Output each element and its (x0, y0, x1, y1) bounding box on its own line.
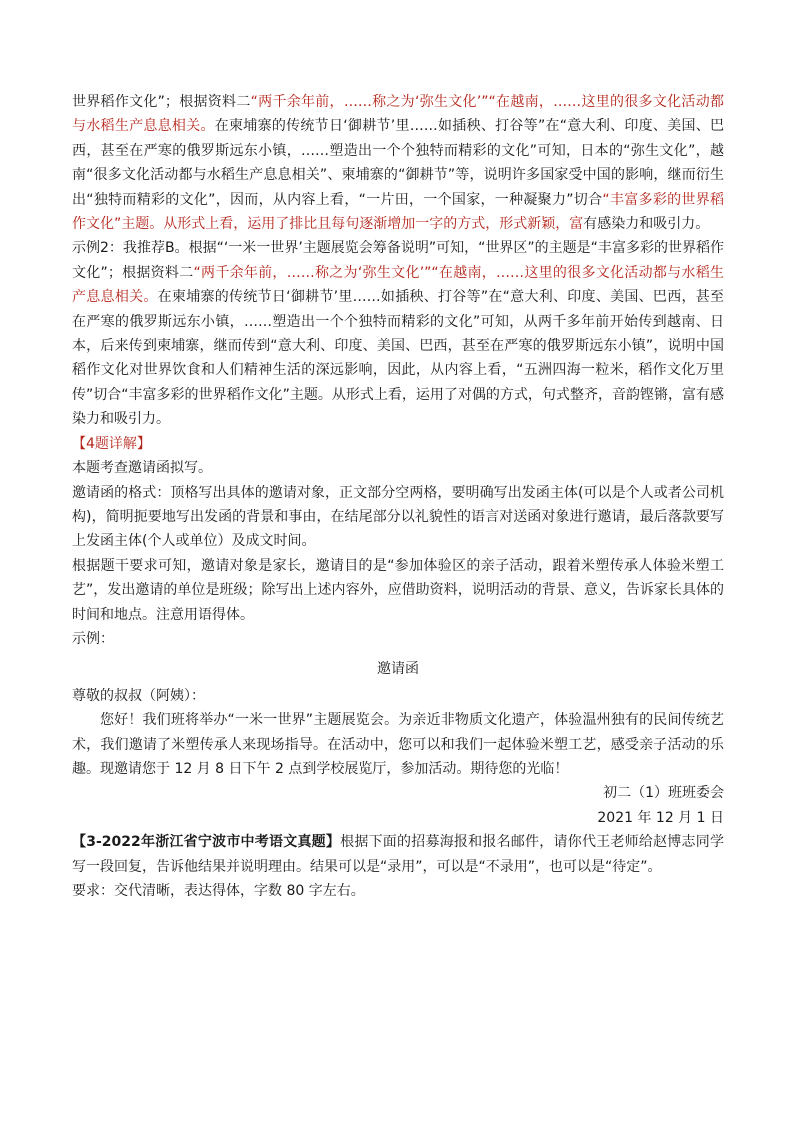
example-label: 示例： (72, 630, 114, 647)
example-2-quote-red: “两千余年前，……称之为‘弥生文化’”“在越南，……这里的很多文化活动都与水稻生产息息相关。 (72, 264, 724, 306)
invitation-salutation: 尊敬的叔叔（阿姨）： (72, 687, 205, 704)
invitation-title: 邀请函 (377, 661, 419, 678)
example-2-lead-text: 示例2：我推荐B。根据“‘一米一世界’主题展览会筹备说明”可知，“世界区”的主题是“丰富多彩的世界稻作文化”；根据资料二 (72, 240, 724, 281)
invitation-body: 您好！我们班将举办“一米一世界”主题展览会。为亲近非物质文化遗产，体验温州独有的民间传统艺术，我们邀请了米塑传承人来现场指导。在活动中，您可以和我们一起体验米塑工艺，感受亲子活动的乐趣。现邀请您于 12 月 8 日下午 2 点到学校展览厅，参加活动。期待您的光临！ (72, 712, 724, 777)
invitation-date: 2021 年 12 月 1 日 (597, 809, 724, 826)
question-3-text: 根据下面的招募海报和报名邮件，请你代王老师给赵博志同学写一段回复，告诉他结果并说明理由。结果可以是“录用”，可以是“不录用”，也可以是“待定”。 (72, 834, 724, 875)
answer-example-1-tail (72, 90, 724, 236)
invitation-format-explanation: 邀请函的格式：顶格写出具体的邀请对象，正文部分空两格，要明确写出发函主体(可以是个人或者公司机构)，简明扼要地写出发函的背景和事由，在结尾部分以礼貌性的语言对送函对象进行邀请，最后落款要写上发函主体(个人或单位）及成文时间。 (72, 484, 724, 550)
document-body (72, 90, 724, 903)
example-1-quote-red: “两千余年前，……称之为‘弥生文化’”“在越南，……这里的很多文化活动都与水稻生产息息相关。 (72, 94, 724, 135)
example-1-lead-text: 世界稻作文化”；根据资料二 (72, 94, 251, 110)
example-1-ending-text: 有感染力和吸引力。 (583, 216, 710, 233)
question-3-prompt (72, 830, 724, 879)
question-4-topic: 本题考查邀请函拟写。 (72, 460, 212, 477)
question-4-heading: 【4题详解】 (72, 435, 151, 452)
question-3-source: 【3-2022年浙江省宁波市中考语文真题】 (72, 834, 341, 851)
question-3-requirement: 要求：交代清晰，表达得体，字数 80 字左右。 (72, 883, 365, 899)
example-1-theme-red: “丰富多彩的世界稻作文化”主题。从形式上看，运用了排比且每句逐渐增加一字的方式，形式新颖，富 (72, 191, 724, 233)
example-1-analysis-text: 在柬埔寨的传统节日‘御耕节’里……如插秧、打谷等”在“意大利、印度、美国、巴西，甚至在严寒的俄罗斯远东小镇，……塑造出一个个独特而精彩的文化”可知，日本的“弥生文化”，越南“很多文化活动都与水稻生产息息相关”、柬埔寨的“御耕节”等，说明许多国家受中国的影响，继而衍生出“独特而精彩的文化”，因而，从内容上看，“一片田，一个国家，一种凝聚力”切合 (72, 118, 725, 208)
invitation-signature: 初二（1）班班委会 (603, 785, 724, 802)
answer-example-2 (72, 236, 724, 431)
example-2-analysis-text: 在柬埔寨的传统节日‘御耕节’里……如插秧、打谷等”在“意大利、印度、美国、巴西，甚至在严寒的俄罗斯远东小镇，……塑造出一个个独特而精彩的文化”可知，从两千多年前开始传到越南、日本，后来传到柬埔寨，继而传到“意大利、印度、美国、巴西，甚至在严寒的俄罗斯远东小镇”，说明中国稻作文化对世界饮食和人们精神生活的深远影响，因此，从内容上看，“五洲四海一粒米，稻作文化万里传”切合“丰富多彩的世界稻作文化”主题。从形式上看，运用了对偶的方式，句式整齐，音韵铿锵，富有感染力和吸引力。 (72, 289, 725, 428)
question-4-requirement-analysis: 根据题干要求可知，邀请对象是家长，邀请目的是“参加体验区的亲子活动，跟着米塑传承人体验米塑工艺”，发出邀请的单位是班级；除写出上述内容外，应借助资料，说明活动的背景、意义，告诉家长具体的时间和地点。注意用语得体。 (72, 557, 724, 623)
